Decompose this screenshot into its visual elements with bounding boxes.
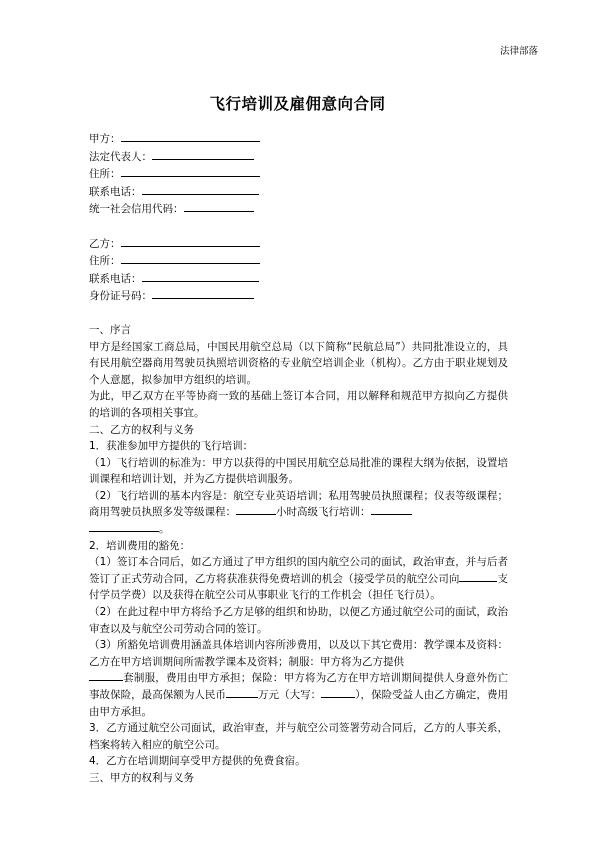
party-b-address-field bbox=[89, 252, 508, 270]
clause-text: 支付学员学费）以及获得在航空公司从事职业飞行的工作机会（担任飞行员）。 bbox=[89, 572, 509, 602]
party-a-address-field bbox=[89, 165, 508, 183]
field-label: 住所： bbox=[89, 168, 121, 181]
blank-line bbox=[184, 200, 254, 212]
clause-text: （2）飞行培训的基本内容是：航空专业英语培训；私用驾驶员执照课程；仪表等级课程；商用驾驶员执照多发等级课程： bbox=[89, 489, 508, 519]
clause: 2．培训费用的豁免： bbox=[89, 539, 191, 552]
blank-line bbox=[89, 670, 123, 681]
field-label: 甲方： bbox=[89, 133, 121, 145]
clause-text: 小时高级飞行培训： bbox=[276, 506, 371, 519]
clause: 4．乙方在培训期间享受甲方提供的免费食宿。 bbox=[89, 755, 306, 768]
contract-title: 飞行培训及雇佣意向合同 bbox=[209, 95, 386, 113]
blank-line bbox=[121, 252, 260, 264]
clause bbox=[89, 488, 508, 538]
section-heading: 一、序言 bbox=[89, 323, 131, 336]
party-b-id-field bbox=[89, 287, 508, 305]
section-heading: 三、甲方的权利与义务 bbox=[89, 771, 194, 784]
blank-line bbox=[121, 165, 260, 177]
field-label: 住所： bbox=[89, 255, 121, 268]
clause: 3．乙方通过航空公司面试，政治审查，并与航空公司签署劳动合同后，乙方的人事关系，档案将转入相应的航空公司。 bbox=[89, 722, 508, 751]
header-mark: 法律部落 bbox=[499, 46, 538, 57]
spacer bbox=[89, 218, 508, 235]
blank-line bbox=[236, 504, 276, 515]
blank-line bbox=[121, 235, 260, 247]
party-a-phone-field bbox=[89, 183, 508, 201]
blank-line bbox=[459, 571, 497, 582]
spacer bbox=[89, 305, 508, 322]
party-b-block bbox=[89, 235, 508, 305]
blank-line bbox=[152, 287, 254, 299]
blank-line bbox=[371, 504, 412, 515]
party-a-rep-field bbox=[89, 148, 508, 166]
clause: （2）在此过程中甲方将给予乙方足够的组织和协助，以便乙方通过航空公司的面试，政治审查以及与航空公司劳动合同的签订。 bbox=[89, 606, 508, 635]
clause-text: （1）签订本合同后，如乙方通过了甲方组织的国内航空公司的面试，政治审查，并与后者签订了正式劳动合同，乙方将获准获得免费培训的机会（接受学员的航空公司向 bbox=[89, 556, 508, 585]
field-label: 联系电话： bbox=[89, 272, 142, 285]
field-label: 身份证号码： bbox=[89, 290, 152, 303]
clause bbox=[89, 637, 508, 720]
party-b-phone-field bbox=[89, 270, 508, 288]
blank-line bbox=[226, 687, 258, 698]
clause bbox=[89, 554, 508, 604]
field-label: 乙方： bbox=[89, 237, 121, 250]
blank-line bbox=[142, 270, 259, 282]
blank-line bbox=[121, 130, 260, 142]
party-b-name-field bbox=[89, 235, 508, 253]
blank-line bbox=[89, 521, 159, 532]
blank-line bbox=[142, 183, 259, 195]
clause-text: 套制服，费用由甲方承担；保险：甲方将为乙方在甲方培训期间提供人身意外伤亡事故保险，最高保额为人民币 bbox=[89, 672, 508, 701]
contract-body bbox=[89, 130, 508, 787]
clause: （1）飞行培训的标准为：甲方以获得的中国民用航空总局批准的课程大纲为依据，设置培训课程和培训计划，并为乙方提供培训服务。 bbox=[89, 456, 508, 486]
clause-text: ），保险受益人由乙方确定，费用由甲方承担。 bbox=[89, 689, 509, 718]
blank-line bbox=[321, 687, 355, 698]
field-label: 联系电话： bbox=[89, 185, 142, 198]
clause: 1．获准参加甲方提供的飞行培训： bbox=[89, 440, 254, 453]
clause-text: （3）所豁免培训费用涵盖具体培训内容所涉费用，以及以下其它费用：教学课本及资料：乙方在甲方培训期间所需教学课本及资料；制服：甲方将为乙方提供 bbox=[89, 639, 508, 668]
party-a-credit-code-field bbox=[89, 200, 508, 218]
party-a-name-field bbox=[89, 130, 508, 148]
paragraph: 为此，甲乙双方在平等协商一致的基础上签订本合同，用以解释和规范甲方拟向乙方提供的培训的各项相关事宜。 bbox=[89, 390, 508, 419]
field-label: 法定代表人： bbox=[89, 150, 152, 163]
blank-line bbox=[152, 148, 254, 160]
field-label: 统一社会信用代码： bbox=[89, 203, 184, 216]
section-heading: 二、乙方的权利与义务 bbox=[89, 423, 194, 436]
paragraph: 甲方是经国家工商总局，中国民用航空总局（以下简称“民航总局”）共同批准设立的，具有民用航空器商用驾驶员执照培训资格的专业航空培训企业（机构）。乙方由于职业规划及个人意愿，拟参加甲方组织的培训。 bbox=[89, 340, 508, 386]
clause-text: 万元（大写： bbox=[257, 689, 322, 701]
party-a-block bbox=[89, 130, 508, 218]
clause-text: 。 bbox=[159, 523, 170, 536]
